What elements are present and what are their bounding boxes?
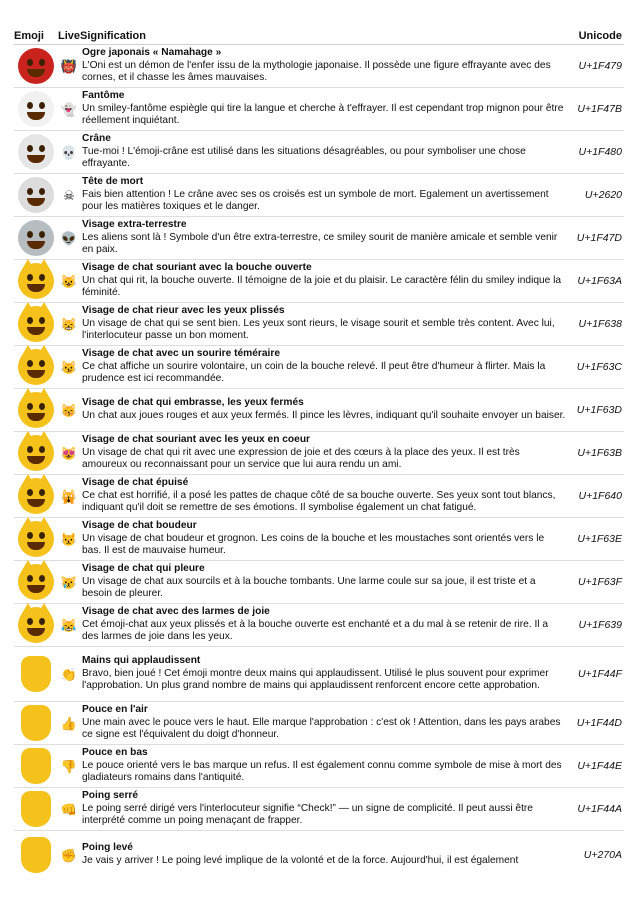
table-row	[14, 88, 624, 131]
emoji-description: Je vais y arriver ! Le poing levé implique de la volonté et de la force. Aujourd'hui, il est également	[82, 855, 519, 866]
unicode-code: U+1F63B	[570, 432, 624, 475]
live-glyph: 😸	[58, 303, 80, 346]
emoji-title: Visage extra-terrestre	[82, 219, 187, 231]
header-emoji: Emoji	[14, 29, 58, 45]
signification-cell	[80, 647, 570, 702]
skull-crossbones-icon	[18, 177, 54, 213]
unicode-code: U+1F44F	[570, 647, 624, 702]
live-glyph: 😹	[58, 604, 80, 647]
signification-cell	[80, 88, 570, 131]
header-live: Live	[58, 29, 80, 45]
unicode-code: U+1F640	[570, 475, 624, 518]
signification-cell	[80, 217, 570, 260]
live-glyph: 👏	[58, 647, 80, 702]
emoji-description: Le pouce orienté vers le bas marque un refus. Il est également connu comme symbole de mise à mort des gladiateurs romains dans l'antiquité.	[82, 759, 562, 784]
live-glyph: 👊	[58, 788, 80, 831]
emoji-title: Tête de mort	[82, 176, 144, 188]
emoji-description: Le poing serré dirigé vers l'interlocuteur signifie “Check!” — un signe de complicité. Il peut aussi être interprété comme un poing menaçant de frapper.	[82, 802, 533, 827]
unicode-code: U+1F63D	[570, 389, 624, 432]
skull-icon	[18, 134, 54, 170]
emoji-title: Visage de chat boudeur	[82, 520, 197, 532]
emoji-description: Un chat qui rit, la bouche ouverte. Il témoigne de la joie et du plaisir. Le caractère félin du smiley indique la féminité.	[82, 274, 562, 299]
unicode-code: U+2620	[570, 174, 624, 217]
live-glyph: 😼	[58, 346, 80, 389]
unicode-code: U+270A	[583, 848, 622, 861]
emoji-cell	[14, 647, 58, 702]
emoji-title: Poing levé	[82, 842, 133, 854]
signification-cell	[80, 303, 570, 346]
emoji-cell	[14, 174, 58, 217]
emoji-cell	[14, 88, 58, 131]
emoji-description: Ce chat affiche un sourire volontaire, un coin de la bouche relevé. Il peut être d'humeur à flirter. Mais la prudence est ici recommandée.	[82, 360, 546, 385]
emoji-title: Visage de chat rieur avec les yeux plissés	[82, 305, 285, 317]
unicode-code: U+1F63E	[570, 518, 624, 561]
live-glyph: 👍	[58, 702, 80, 745]
signification-cell	[80, 831, 570, 880]
unicode-code: U+1F63F	[570, 561, 624, 604]
emoji-description: Un visage de chat aux sourcils et à la bouche tombants. Une larme coule sur sa joue, il est triste et a besoin de pleurer.	[82, 575, 536, 600]
emoji-cell	[14, 518, 58, 561]
signification-cell	[80, 788, 570, 831]
emoji-cell	[14, 475, 58, 518]
table-row	[14, 831, 624, 880]
emoji-title: Crâne	[82, 133, 111, 145]
live-glyph: 😻	[58, 432, 80, 475]
smiling-cat-icon	[18, 263, 54, 299]
table-row	[14, 174, 624, 217]
emoji-cell	[14, 389, 58, 432]
emoji-description: Les aliens sont là ! Symbole d'un être extra-terrestre, ce smiley sourit de manière amicale et semble venir en paix.	[82, 231, 558, 256]
table-header	[14, 29, 624, 45]
emoji-title: Fantôme	[82, 90, 125, 102]
table-row	[14, 432, 624, 475]
signification-cell	[80, 346, 570, 389]
thumbs-down-icon	[21, 748, 51, 784]
emoji-description: Un chat aux joues rouges et aux yeux fermés. Il pince les lèvres, indiquant qu'il souhaite envoyer un baiser.	[82, 410, 566, 421]
crying-cat-icon	[18, 564, 54, 600]
live-glyph: 😽	[58, 389, 80, 432]
unicode-code: U+1F479	[570, 45, 624, 88]
thumbs-up-icon	[21, 705, 51, 741]
signification-cell	[80, 260, 570, 303]
raised-fist-icon	[21, 837, 51, 873]
header-unicode: Unicode	[570, 29, 624, 45]
table-row	[14, 518, 624, 561]
header-signification: Signification	[80, 29, 570, 45]
signification-cell	[80, 389, 570, 432]
emoji-title: Visage de chat épuisé	[82, 477, 189, 489]
signification-cell	[80, 745, 570, 788]
emoji-title: Ogre japonais « Namahage »	[82, 47, 222, 59]
alien-icon	[18, 220, 54, 256]
emoji-description: Tue-moi ! L'émoji-crâne est utilisé dans les situations désagréables, ou pour symboliser une chose effrayante.	[82, 145, 526, 170]
smirking-cat-icon	[18, 349, 54, 385]
oncoming-fist-icon	[21, 791, 51, 827]
ogre-icon	[18, 48, 54, 84]
signification-cell	[80, 174, 570, 217]
joy-cat-icon	[18, 607, 54, 643]
live-glyph: 🙀	[58, 475, 80, 518]
unicode-code: U+1F47B	[570, 88, 624, 131]
heart-eyes-cat-icon	[18, 435, 54, 471]
table-row	[14, 475, 624, 518]
live-glyph: ✊	[60, 847, 78, 863]
unicode-code: U+1F638	[570, 303, 624, 346]
emoji-cell	[14, 346, 58, 389]
emoji-description: Un visage de chat qui se sent bien. Les yeux sont rieurs, le visage sourit et semble très content. Avec lui, l'interlocuteur passe un bon moment.	[82, 317, 555, 342]
signification-cell	[80, 45, 570, 88]
table-row	[14, 702, 624, 745]
emoji-cell	[14, 432, 58, 475]
emoji-title: Visage de chat qui pleure	[82, 563, 205, 575]
grinning-cat-icon	[18, 306, 54, 342]
unicode-code: U+1F44A	[570, 788, 624, 831]
signification-cell	[80, 561, 570, 604]
live-glyph: 👹	[58, 45, 80, 88]
emoji-title: Mains qui applaudissent	[82, 655, 201, 667]
emoji-description: Cet émoji-chat aux yeux plissés et à la bouche ouverte est enchanté et a du mal à se retenir de rire. Il a des larmes de joie dans les yeux.	[82, 618, 549, 643]
unicode-code: U+1F639	[570, 604, 624, 647]
unicode-code: U+1F44E	[570, 745, 624, 788]
live-glyph: 👎	[58, 745, 80, 788]
live-glyph: 😿	[58, 561, 80, 604]
ghost-icon	[18, 91, 54, 127]
emoji-description: Un visage de chat boudeur et grognon. Les coins de la bouche et les moustaches sont orientés vers le bas. Il est de mauvaise humeur.	[82, 532, 545, 557]
table-row	[14, 217, 624, 260]
emoji-title: Pouce en l'air	[82, 704, 148, 716]
live-glyph: 👻	[58, 88, 80, 131]
table-row	[14, 647, 624, 702]
table-row	[14, 303, 624, 346]
clapping-hands-icon	[21, 656, 51, 692]
table-row	[14, 561, 624, 604]
emoji-cell	[14, 217, 58, 260]
unicode-code: U+1F480	[570, 131, 624, 174]
table-row	[14, 604, 624, 647]
emoji-title: Visage de chat souriant avec la bouche ouverte	[82, 262, 312, 274]
emoji-description: Fais bien attention ! Le crâne avec ses os croisés est un symbole de mort. Egalement un avertissement pour les matières toxiques et le danger.	[82, 188, 549, 213]
emoji-cell	[14, 831, 58, 880]
emoji-cell	[14, 604, 58, 647]
table-row	[14, 346, 624, 389]
unicode-code: U+1F63C	[570, 346, 624, 389]
signification-cell	[80, 432, 570, 475]
signification-cell	[80, 604, 570, 647]
emoji-cell	[14, 260, 58, 303]
kissing-cat-icon	[18, 392, 54, 428]
emoji-title: Visage de chat avec un sourire téméraire	[82, 348, 280, 360]
table-row	[14, 745, 624, 788]
table-body	[14, 45, 624, 880]
emoji-cell	[14, 45, 58, 88]
emoji-description: Ce chat est horrifié, il a posé les pattes de chaque côté de sa bouche ouverte. Ses yeux sont tout blancs, indiquant qu'il doit se remettre de ses émotions. Il symbolise également un chat fatigué.	[82, 489, 556, 514]
signification-cell	[80, 702, 570, 745]
emoji-description: L'Oni est un démon de l'enfer issu de la mythologie japonaise. Il possède une figure effrayante avec des cornes, et il chasse les âmes mauvaises.	[82, 59, 551, 84]
table-row	[14, 389, 624, 432]
emoji-title: Pouce en bas	[82, 747, 148, 759]
live-glyph: 👽	[58, 217, 80, 260]
emoji-cell	[14, 788, 58, 831]
emoji-table	[14, 29, 624, 879]
emoji-title: Visage de chat souriant avec les yeux en coeur	[82, 434, 311, 446]
unicode-code: U+1F44D	[570, 702, 624, 745]
live-glyph: ☠	[58, 174, 80, 217]
emoji-cell	[14, 131, 58, 174]
emoji-title: Poing serré	[82, 790, 139, 802]
live-glyph: 💀	[58, 131, 80, 174]
emoji-title: Visage de chat qui embrasse, les yeux fermés	[82, 397, 304, 409]
unicode-code: U+1F63A	[570, 260, 624, 303]
emoji-cell	[14, 303, 58, 346]
pouting-cat-icon	[18, 521, 54, 557]
emoji-description: Un visage de chat qui rit avec une expression de joie et des cœurs à la place des yeux. Il est très amoureux ou reconnaissant pour un service que lui aura rendu un ami.	[82, 446, 520, 471]
table-row	[14, 131, 624, 174]
emoji-description: Un smiley-fantôme espiègle qui tire la langue et cherche à t'effrayer. Il est cependant trop mignon pour être réellement inquiétant.	[82, 102, 564, 127]
signification-cell	[80, 518, 570, 561]
table-row	[14, 45, 624, 88]
emoji-title: Visage de chat avec des larmes de joie	[82, 606, 270, 618]
table-row	[14, 788, 624, 831]
emoji-description: Une main avec le pouce vers le haut. Elle marque l'approbation : c'est ok ! Attention, dans les pays arabes ce signe est l'équivalent du doigt d'honneur.	[82, 716, 561, 741]
live-glyph: 😺	[58, 260, 80, 303]
emoji-cell	[14, 561, 58, 604]
unicode-code: U+1F47D	[570, 217, 624, 260]
weary-cat-icon	[18, 478, 54, 514]
emoji-description: Bravo, bien joué ! Cet émoji montre deux mains qui applaudissent. Utilisé le plus souvent pour exprimer l'approbation. Un plus grand nombre de mains qui applaudissent renforcent encore cette approbation.	[82, 667, 549, 692]
emoji-cell	[14, 702, 58, 745]
signification-cell	[80, 131, 570, 174]
table-row	[14, 260, 624, 303]
live-glyph: 😾	[58, 518, 80, 561]
signification-cell	[80, 475, 570, 518]
emoji-cell	[14, 745, 58, 788]
